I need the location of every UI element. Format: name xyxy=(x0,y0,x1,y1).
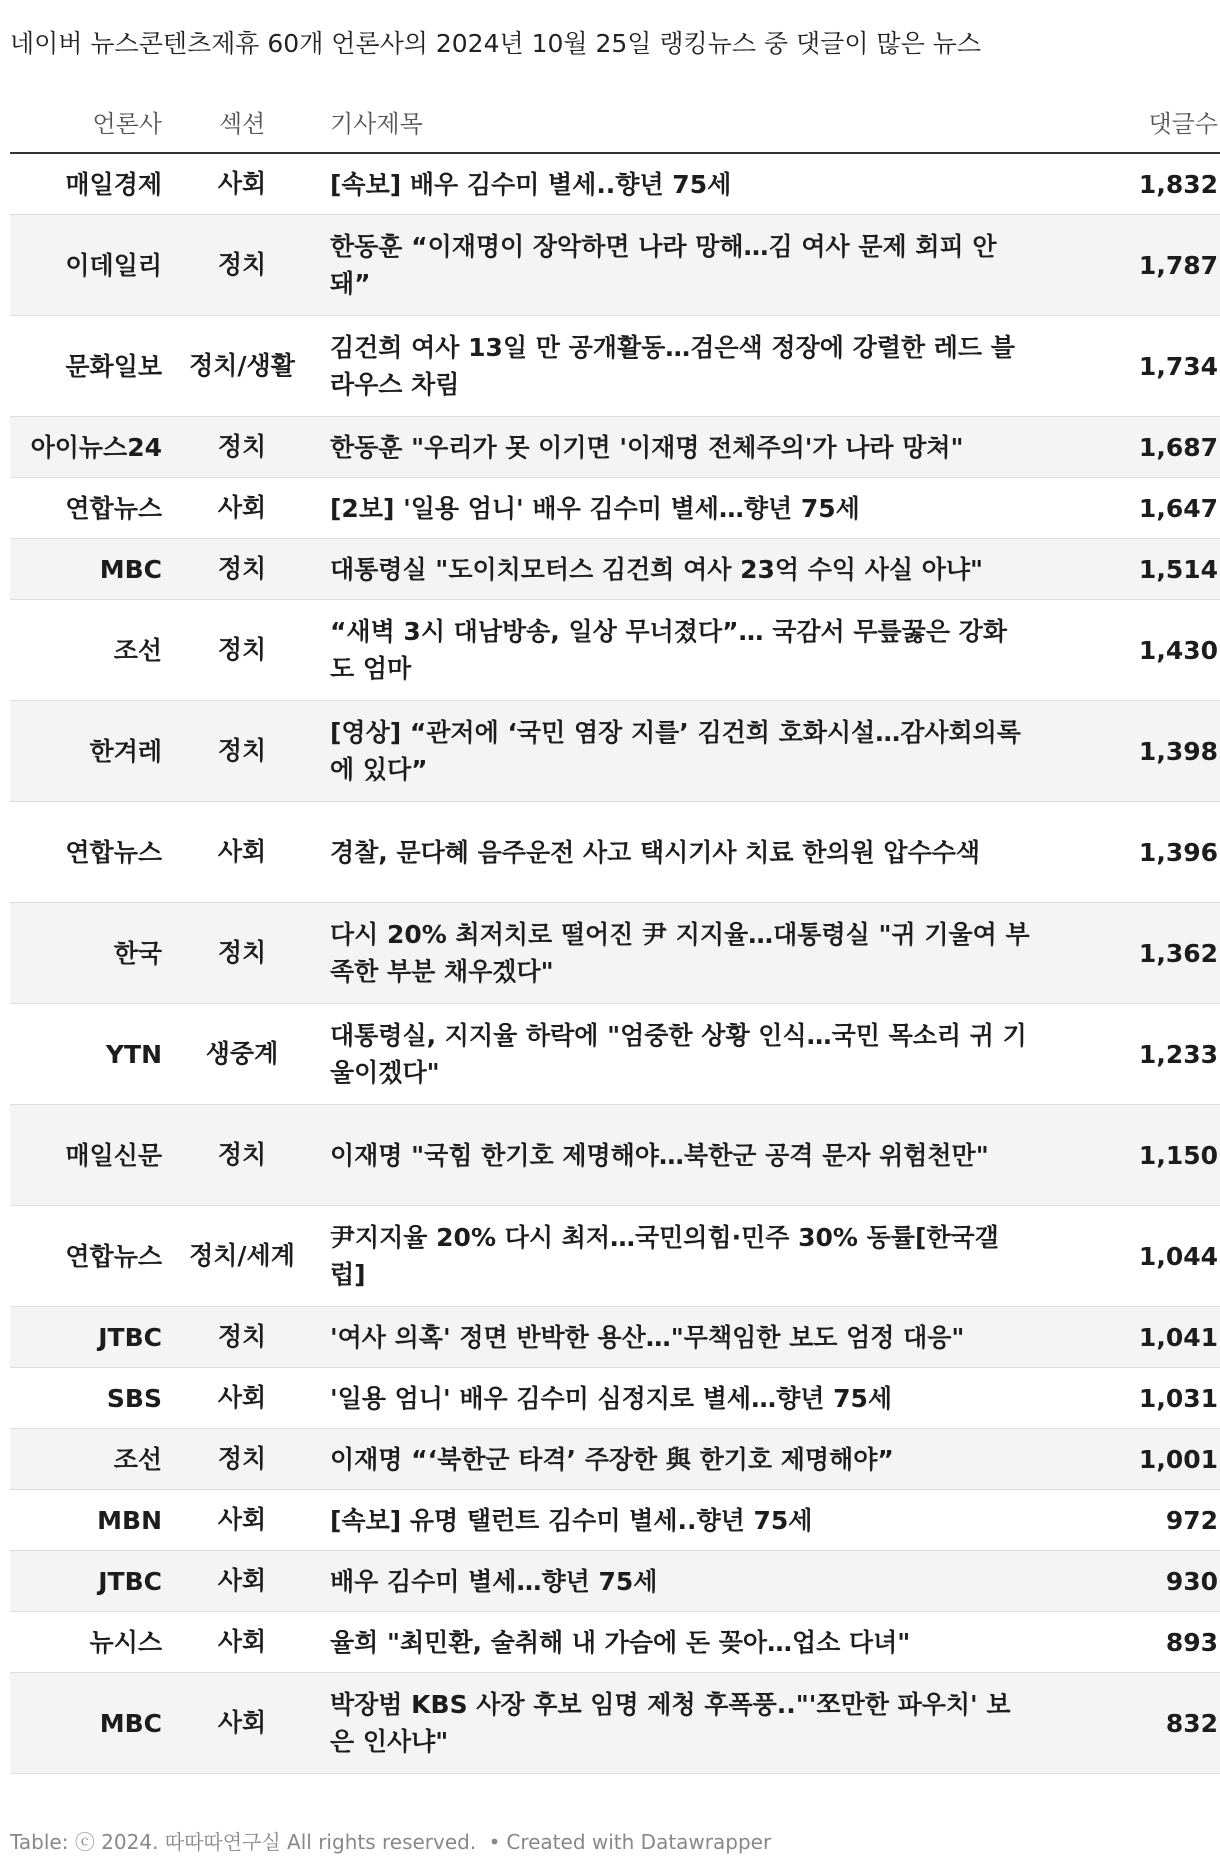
cell-press: 연합뉴스 xyxy=(10,1206,162,1307)
cell-comments: 1,044 xyxy=(1030,1206,1220,1307)
cell-comments: 1,001 xyxy=(1030,1429,1220,1490)
cell-section: 정치 xyxy=(162,1307,322,1368)
cell-press: MBC xyxy=(10,1673,162,1774)
cell-comments: 1,734 xyxy=(1030,316,1220,417)
cell-headline: 배우 김수미 별세…향년 75세 xyxy=(322,1551,1030,1612)
table-row xyxy=(10,802,1220,903)
table-row xyxy=(10,1612,1220,1673)
cell-headline: “새벽 3시 대남방송, 일상 무너졌다”… 국감서 무릎꿇은 강화도 엄마 xyxy=(322,600,1030,701)
cell-section: 정치 xyxy=(162,1105,322,1206)
cell-headline: [영상] “관저에 ‘국민 염장 지를’ 김건희 호화시설…감사회의록에 있다” xyxy=(322,701,1030,802)
cell-headline: 경찰, 문다혜 음주운전 사고 택시기사 치료 한의원 압수수색 xyxy=(322,802,1030,903)
header-press[interactable]: 언론사 xyxy=(10,90,162,153)
table-row xyxy=(10,1551,1220,1612)
table-row xyxy=(10,1368,1220,1429)
table-header-row xyxy=(10,90,1220,153)
header-headline[interactable]: 기사제목 xyxy=(322,90,1030,153)
cell-headline: 다시 20% 최저치로 떨어진 尹 지지율…대통령실 "귀 기울여 부족한 부분 채우겠다" xyxy=(322,903,1030,1004)
cell-comments: 1,362 xyxy=(1030,903,1220,1004)
cell-headline: [2보] '일용 엄니' 배우 김수미 별세…향년 75세 xyxy=(322,478,1030,539)
cell-headline: 박장범 KBS 사장 후보 임명 제청 후폭풍.."'쪼만한 파우치' 보은 인사냐" xyxy=(322,1673,1030,1774)
cell-comments: 972 xyxy=(1030,1490,1220,1551)
cell-press: JTBC xyxy=(10,1307,162,1368)
cell-press: 아이뉴스24 xyxy=(10,417,162,478)
cell-press: MBC xyxy=(10,539,162,600)
cell-comments: 1,514 xyxy=(1030,539,1220,600)
cell-press: 매일신문 xyxy=(10,1105,162,1206)
cell-headline: '여사 의혹' 정면 반박한 용산…"무책임한 보도 엄정 대응" xyxy=(322,1307,1030,1368)
table-row xyxy=(10,1490,1220,1551)
cell-comments: 1,396 xyxy=(1030,802,1220,903)
cell-comments: 1,398 xyxy=(1030,701,1220,802)
cell-section: 생중계 xyxy=(162,1004,322,1105)
footer-separator: • xyxy=(488,1830,501,1854)
footer-credit: Created with Datawrapper xyxy=(506,1830,772,1854)
cell-headline: '일용 엄니' 배우 김수미 심정지로 별세…향년 75세 xyxy=(322,1368,1030,1429)
cell-headline: 한동훈 "우리가 못 이기면 '이재명 전체주의'가 나라 망쳐" xyxy=(322,417,1030,478)
table-row xyxy=(10,539,1220,600)
cell-section: 정치 xyxy=(162,1429,322,1490)
cell-section: 정치/세계 xyxy=(162,1206,322,1307)
header-comments[interactable]: 댓글수 xyxy=(1030,90,1220,153)
cell-press: 한국 xyxy=(10,903,162,1004)
cell-comments: 1,832 xyxy=(1030,153,1220,215)
cell-section: 정치 xyxy=(162,701,322,802)
cell-headline: 이재명 "국힘 한기호 제명해야…북한군 공격 문자 위험천만" xyxy=(322,1105,1030,1206)
table-row xyxy=(10,215,1220,316)
table-row xyxy=(10,1307,1220,1368)
table-row xyxy=(10,1673,1220,1774)
table-row xyxy=(10,478,1220,539)
table-row xyxy=(10,1004,1220,1105)
cell-comments: 1,041 xyxy=(1030,1307,1220,1368)
cell-press: 뉴시스 xyxy=(10,1612,162,1673)
table-row xyxy=(10,903,1220,1004)
cell-section: 정치 xyxy=(162,417,322,478)
cell-headline: 대통령실 "도이치모터스 김건희 여사 23억 수익 사실 아냐" xyxy=(322,539,1030,600)
cell-comments: 1,430 xyxy=(1030,600,1220,701)
table-row xyxy=(10,1105,1220,1206)
cell-press: 조선 xyxy=(10,600,162,701)
cell-headline: [속보] 배우 김수미 별세..향년 75세 xyxy=(322,153,1030,215)
cell-section: 사회 xyxy=(162,1673,322,1774)
table-row xyxy=(10,600,1220,701)
cell-press: 문화일보 xyxy=(10,316,162,417)
cell-section: 정치 xyxy=(162,600,322,701)
cell-press: 매일경제 xyxy=(10,153,162,215)
cell-section: 사회 xyxy=(162,802,322,903)
cell-comments: 1,031 xyxy=(1030,1368,1220,1429)
cell-press: MBN xyxy=(10,1490,162,1551)
footer xyxy=(10,1826,771,1855)
cell-press: 한겨레 xyxy=(10,701,162,802)
table-row xyxy=(10,1429,1220,1490)
cell-headline: 한동훈 “이재명이 장악하면 나라 망해…김 여사 문제 회피 안돼” xyxy=(322,215,1030,316)
table-row xyxy=(10,1206,1220,1307)
cell-press: 이데일리 xyxy=(10,215,162,316)
cell-section: 사회 xyxy=(162,1490,322,1551)
cell-section: 정치 xyxy=(162,215,322,316)
cell-headline: 尹지지율 20% 다시 최저…국민의힘·민주 30% 동률[한국갤럽] xyxy=(322,1206,1030,1307)
table-body xyxy=(10,153,1220,1774)
comments-table xyxy=(10,90,1220,1774)
cell-comments: 930 xyxy=(1030,1551,1220,1612)
cell-headline: 율희 "최민환, 술취해 내 가슴에 돈 꽂아…업소 다녀" xyxy=(322,1612,1030,1673)
table-row xyxy=(10,316,1220,417)
cell-section: 사회 xyxy=(162,478,322,539)
cell-section: 정치 xyxy=(162,539,322,600)
chart-title: 네이버 뉴스콘텐츠제휴 60개 언론사의 2024년 10월 25일 랭킹뉴스 중 댓글이 많은 뉴스 xyxy=(10,28,981,58)
cell-section: 사회 xyxy=(162,1612,322,1673)
cell-headline: 김건희 여사 13일 만 공개활동…검은색 정장에 강렬한 레드 블라우스 차림 xyxy=(322,316,1030,417)
cell-section: 정치 xyxy=(162,903,322,1004)
cell-comments: 893 xyxy=(1030,1612,1220,1673)
cell-comments: 1,233 xyxy=(1030,1004,1220,1105)
cell-section: 사회 xyxy=(162,1368,322,1429)
cell-press: JTBC xyxy=(10,1551,162,1612)
cell-press: SBS xyxy=(10,1368,162,1429)
cell-press: YTN xyxy=(10,1004,162,1105)
cell-press: 조선 xyxy=(10,1429,162,1490)
cell-comments: 1,150 xyxy=(1030,1105,1220,1206)
cell-headline: [속보] 유명 탤런트 김수미 별세..향년 75세 xyxy=(322,1490,1030,1551)
table-row xyxy=(10,153,1220,215)
cell-headline: 이재명 “‘북한군 타격’ 주장한 與 한기호 제명해야” xyxy=(322,1429,1030,1490)
cell-comments: 1,647 xyxy=(1030,478,1220,539)
cell-press: 연합뉴스 xyxy=(10,478,162,539)
cell-press: 연합뉴스 xyxy=(10,802,162,903)
cell-section: 사회 xyxy=(162,153,322,215)
header-section[interactable]: 섹션 xyxy=(162,90,322,153)
table-row xyxy=(10,701,1220,802)
cell-headline: 대통령실, 지지율 하락에 "엄중한 상황 인식…국민 목소리 귀 기울이겠다" xyxy=(322,1004,1030,1105)
cell-section: 사회 xyxy=(162,1551,322,1612)
table-row xyxy=(10,417,1220,478)
cell-section: 정치/생활 xyxy=(162,316,322,417)
footer-source: Table: ⓒ 2024. 따따따연구실 All rights reserved. xyxy=(10,1830,477,1854)
cell-comments: 1,787 xyxy=(1030,215,1220,316)
cell-comments: 832 xyxy=(1030,1673,1220,1774)
cell-comments: 1,687 xyxy=(1030,417,1220,478)
